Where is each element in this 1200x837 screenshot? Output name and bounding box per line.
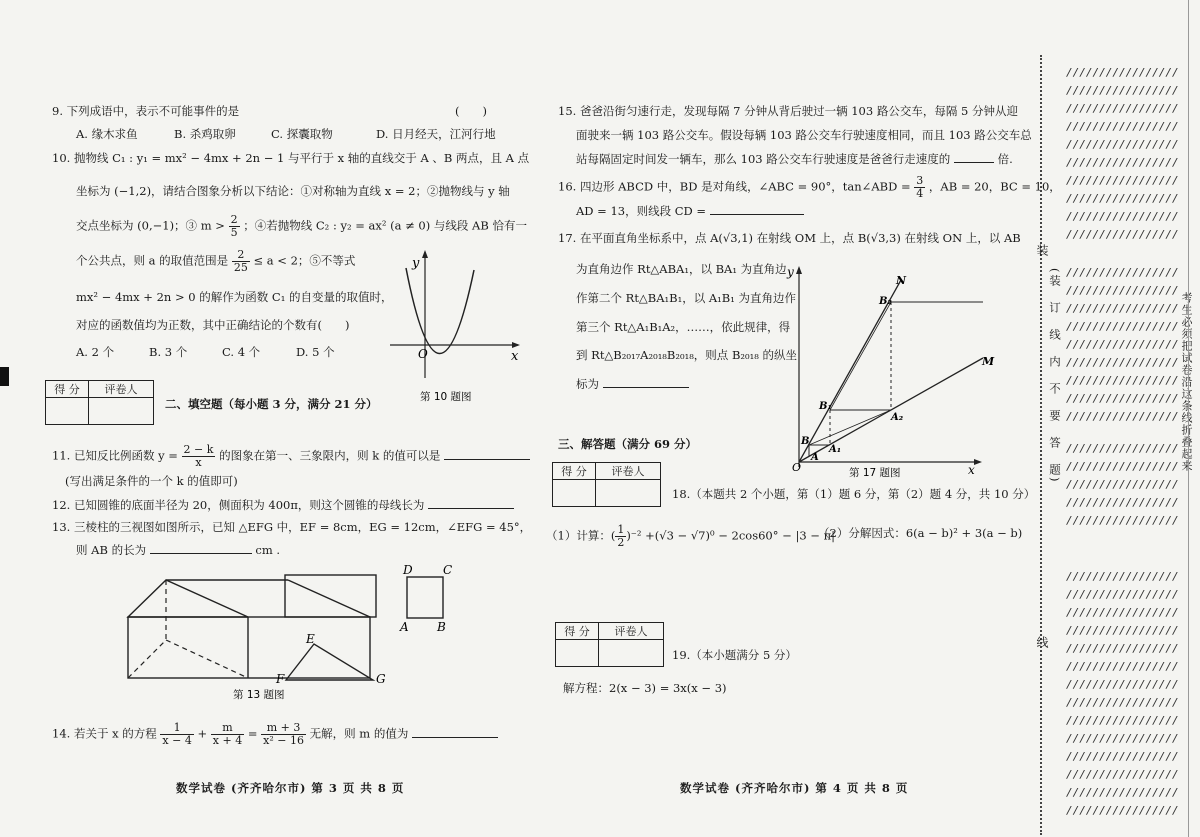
q10-line1: 10. 抛物线 C₁ : y₁ = mx² − 4mx + 2n − 1 与平行于 x 轴的直线交于 A 、B 两点，且 A 点: [52, 151, 530, 165]
q17-line4: 第三个 Rt△A₁B₁A₂，……，依此规律，得: [576, 320, 791, 334]
binding-warning-paren: (装 订 线 内 不 要 答 题): [1048, 268, 1062, 484]
q14-frac1-num: 1: [160, 722, 193, 735]
q13-triangle-efg: [286, 644, 373, 680]
q13-prism: [128, 580, 370, 678]
stripe-block-mid2: [1066, 440, 1178, 530]
q17-label-a1: A₁: [829, 444, 842, 455]
q10-origin-label: O: [418, 347, 428, 361]
q9-stem: 9. 下列成语中，表示不可能事件的是: [52, 104, 240, 118]
q13-label-g: G: [376, 672, 386, 686]
q17-label-m: M: [982, 355, 995, 368]
stripe-line: /////////////////: [1066, 460, 1179, 473]
stripe-block-top: [1066, 64, 1178, 246]
stripe-line: /////////////////: [1066, 284, 1179, 297]
q13-label-c: C: [443, 563, 453, 577]
q12-answer-blank[interactable]: [428, 508, 514, 509]
q10-option-b: B. 3 个: [149, 345, 188, 359]
page-edge-line: [1188, 0, 1189, 837]
score-cell[interactable]: [46, 398, 89, 425]
stripe-line: /////////////////: [1066, 732, 1179, 745]
q14-eq: =: [247, 726, 258, 741]
q14-frac2-num: m: [211, 722, 244, 735]
q10-line5: mx² − 4mx + 2n > 0 的解作为函数 C₁ 的自变量的取值时，: [76, 290, 393, 304]
q17-line6: [576, 377, 689, 392]
q13-line2: [76, 543, 280, 558]
q14-frac3-num: m + 3: [261, 722, 306, 735]
q14-frac2-den: x + 4: [212, 734, 243, 747]
stripe-line: /////////////////: [1066, 84, 1179, 97]
q12-text: 12. 已知圆锥的底面半径为 20，侧面积为 400π，则这个圆锥的母线长为: [52, 498, 425, 512]
q13-front-view: [285, 575, 376, 617]
q10-parabola-curve: [406, 268, 474, 354]
stripe-line: /////////////////: [1066, 138, 1179, 151]
q10-y-label: y: [412, 256, 420, 271]
q16-line2-a: AD = 13，则线段 CD =: [576, 204, 707, 218]
q11-a: 11. 已知反比例函数 y =: [52, 448, 178, 463]
q17-x-arrow: [974, 459, 982, 465]
q10-fraction-2-5: [229, 214, 240, 239]
q15-line2: 面驶来一辆 103 路公交车。假设每辆 103 路公交车行驶速度相同，而且 103 路公交车总: [576, 128, 1032, 142]
binding-label-xian: 线: [1035, 636, 1049, 650]
stripe-line: /////////////////: [1066, 750, 1179, 763]
right-score-box-19: [555, 622, 664, 667]
q18-p1-a: （1）计算：(: [546, 528, 616, 543]
q13-line1: 13. 三棱柱的三视图如图所示，已知 △EFG 中，EF = 8cm，EG = 12cm，∠EFG = 45°，: [52, 520, 532, 534]
q13-caption: 第 13 题图: [233, 689, 285, 701]
stripe-line: /////////////////: [1066, 320, 1179, 333]
stripe-block-mid: [1066, 264, 1178, 424]
q10-caption: 第 10 题图: [420, 391, 472, 403]
q17-label-b: B: [801, 436, 810, 447]
q17-coordinate-figure: [783, 262, 995, 480]
q11-answer-blank[interactable]: [444, 459, 530, 460]
q16-a: 16. 四边形 ABCD 中，BD 是对角线，∠ABC = 90°，tan∠ABD =: [558, 179, 911, 194]
q11-note: (写出满足条件的一个 k 的值即可): [65, 474, 238, 488]
binding-notice-text: 考生必须把试卷沿这条线折叠起来: [1180, 292, 1193, 472]
q14-b: 无解，则 m 的值为: [309, 726, 409, 741]
q10-line3: [76, 214, 527, 239]
q18-stem: 18.（本题共 2 个小题，第（1）题 6 分，第（2）题 4 分，共 10 分）: [672, 487, 1036, 501]
stripe-line: /////////////////: [1066, 120, 1179, 133]
q10-parabola-figure: [380, 248, 530, 403]
q17-x-label: x: [968, 463, 975, 477]
binding-label-zhuang: 装: [1035, 244, 1049, 258]
stripe-line: /////////////////: [1066, 356, 1179, 369]
stripe-line: /////////////////: [1066, 228, 1179, 241]
q13-side-view: [407, 577, 443, 618]
section-2-heading: 二、填空题（每小题 3 分，满分 21 分）: [165, 397, 378, 411]
q13-line2-a: 则 AB 的长为: [76, 543, 147, 557]
stripe-line: /////////////////: [1066, 478, 1179, 491]
q10-line2: 坐标为 (−1,2)，请结合图象分析以下结论：①对称轴为直线 x = 2；②抛物线与 y 轴: [76, 184, 510, 198]
q17-line2: 为直角边作 Rt△ABA₁，以 BA₁ 为直角边: [576, 262, 787, 276]
score-cell[interactable]: [556, 640, 599, 667]
q10-frac-num: 2: [230, 213, 238, 226]
stripe-line: /////////////////: [1066, 642, 1179, 655]
stripe-line: /////////////////: [1066, 606, 1179, 619]
q16-frac-num: 3: [916, 174, 924, 187]
q19-stem: 19.（本小题满分 5 分）: [672, 648, 797, 662]
q10-line3-b: ；④若抛物线 C₂ : y₂ = ax² (a ≠ 0) 与线段 AB 恰有一: [243, 218, 527, 233]
q17-label-n: N: [896, 274, 907, 287]
q10-y-arrow: [422, 250, 428, 258]
q17-diag-2: [830, 302, 891, 410]
q16-answer-blank[interactable]: [710, 214, 804, 215]
q10-frac2-den: 25: [233, 261, 248, 274]
q11-b: 的图象在第一、三象限内，则 k 的值可以是: [219, 448, 441, 463]
q13-line2-b: cm .: [255, 543, 281, 557]
q10-line6: 对应的函数值均为正数，其中正确结论的个数有( ): [76, 318, 350, 332]
q19-equation: 解方程：2(x − 3) = 3x(x − 3): [563, 681, 727, 695]
stripe-line: /////////////////: [1066, 624, 1179, 637]
q17-line5: 到 Rt△B₂₀₁₇A₂₀₁₈B₂₀₁₈，则点 B₂₀₁₈ 的纵坐: [576, 348, 798, 362]
stripe-line: /////////////////: [1066, 66, 1179, 79]
right-footer: 数学试卷 (齐齐哈尔市) 第 4 页 共 8 页: [680, 781, 909, 795]
q11-fraction: [182, 444, 216, 469]
q9-option-a: A. 缘木求鱼: [76, 127, 138, 141]
q17-ray-on: [799, 280, 901, 462]
stripe-line: /////////////////: [1066, 302, 1179, 315]
q13-label-f: F: [276, 672, 285, 686]
scan-registration-mark: [0, 367, 9, 386]
q18-fraction: [615, 524, 626, 549]
score-label: 得 分: [46, 381, 89, 398]
stripe-line: /////////////////: [1066, 588, 1179, 601]
stripe-line: /////////////////: [1066, 338, 1179, 351]
stripe-line: /////////////////: [1066, 768, 1179, 781]
q9-answer-paren: ( ): [455, 104, 487, 118]
q15-answer-blank[interactable]: [954, 162, 994, 163]
q12-line: [52, 498, 514, 513]
stripe-line: /////////////////: [1066, 804, 1179, 817]
q18-frac-num: 1: [617, 523, 625, 536]
q17-origin-label: O: [792, 461, 802, 474]
q10-line3-a: 交点坐标为 (0,−1)；③ m >: [76, 218, 225, 233]
q16-fraction: [914, 175, 925, 200]
q17-y-label: y: [787, 265, 794, 279]
q14-frac1-den: x − 4: [162, 734, 192, 747]
q15-line3-a: 站每隔固定时间发一辆车，那么 103 路公交车行驶速度是爸爸行走速度的: [576, 152, 951, 166]
stripe-line: /////////////////: [1066, 392, 1179, 405]
stripe-line: /////////////////: [1066, 514, 1179, 527]
stripe-block-bottom: [1066, 568, 1178, 833]
stripe-line: /////////////////: [1066, 696, 1179, 709]
q16-frac-den: 4: [916, 187, 924, 200]
q14-a: 14. 若关于 x 的方程: [52, 726, 157, 741]
q13-label-b: B: [437, 620, 446, 634]
q10-frac-den: 5: [230, 226, 238, 239]
grader-label: 评卷人: [89, 381, 154, 398]
stripe-line: /////////////////: [1066, 714, 1179, 727]
q18-part2: （2）分解因式：6(a − b)² + 3(a − b): [818, 526, 1023, 540]
q10-x-arrow: [512, 342, 520, 348]
stripe-line: /////////////////: [1066, 156, 1179, 169]
q17-caption: 第 17 题图: [849, 467, 901, 479]
q17-line3: 作第二个 Rt△BA₁B₁，以 A₁B₁ 为直角边作: [576, 291, 796, 305]
q10-fraction-2-25: [232, 249, 250, 274]
q10-option-a: A. 2 个: [76, 345, 115, 359]
q10-line4: [76, 249, 355, 274]
grader-cell[interactable]: [599, 640, 664, 667]
stripe-line: /////////////////: [1066, 786, 1179, 799]
stripe-line: /////////////////: [1066, 174, 1179, 187]
grader-cell[interactable]: [89, 398, 154, 425]
left-footer: 数学试卷 (齐齐哈尔市) 第 3 页 共 8 页: [176, 781, 405, 795]
q9-option-b: B. 杀鸡取卵: [174, 127, 236, 141]
q15-line3-b: 倍.: [997, 152, 1013, 166]
q13-label-a: A: [400, 620, 409, 634]
q17-label-b2: B₂: [879, 296, 892, 307]
q10-line4-b: ≤ a < 2；⑤不等式: [253, 253, 356, 268]
q9-option-d: D. 日月经天，江河行地: [376, 127, 496, 141]
stripe-line: /////////////////: [1066, 374, 1179, 387]
q13-label-d: D: [403, 563, 413, 577]
stripe-line: /////////////////: [1066, 660, 1179, 673]
stripe-line: /////////////////: [1066, 102, 1179, 115]
q17-line1: 17. 在平面直角坐标系中，点 A(√3,1) 在射线 OM 上，点 B(√3,3) 在射线 ON 上，以 AB: [558, 231, 1021, 245]
q17-y-arrow: [796, 266, 802, 274]
q10-line4-a: 个公共点，则 a 的取值范围是: [76, 253, 229, 268]
stripe-line: /////////////////: [1066, 266, 1179, 279]
stripe-line: /////////////////: [1066, 410, 1179, 423]
grader-cell[interactable]: [596, 480, 661, 507]
q13-three-views-figure: [118, 560, 518, 705]
q16-line1: [558, 175, 1061, 200]
q9-option-c: C. 探囊取物: [271, 127, 333, 141]
q13-answer-blank[interactable]: [150, 553, 252, 554]
score-label: 得 分: [553, 463, 596, 480]
stripe-line: /////////////////: [1066, 210, 1179, 223]
q17-label-b1: B₁: [819, 401, 832, 412]
q17-label-a2: A₂: [891, 412, 904, 423]
q14-frac1: [160, 722, 193, 747]
stripe-line: /////////////////: [1066, 442, 1179, 455]
score-label: 得 分: [556, 623, 599, 640]
section-3-heading: 三、解答题（满分 69 分）: [558, 437, 698, 451]
q18-p1-b: )⁻² +(√3 − √7)⁰ − 2cos60° − |3 − π|: [626, 528, 836, 543]
q17-line6-text: 标为: [576, 377, 599, 391]
q14-answer-blank[interactable]: [412, 737, 498, 738]
right-score-box-18: [552, 462, 661, 507]
q17-diag-1: [809, 410, 891, 445]
q13-label-e: E: [306, 632, 315, 646]
q15-line3: [576, 152, 1013, 167]
stripe-line: /////////////////: [1066, 570, 1179, 583]
q16-line2: [576, 204, 804, 219]
q18-frac-den: 2: [617, 536, 625, 549]
q10-option-d: D. 5 个: [296, 345, 335, 359]
binding-dotted-line: [1040, 55, 1042, 835]
q11-frac-den: x: [195, 456, 202, 469]
q10-x-label: x: [511, 349, 519, 364]
grader-label: 评卷人: [596, 463, 661, 480]
q10-frac2-num: 2: [232, 249, 250, 262]
q17-label-a: A: [811, 452, 819, 463]
stripe-line: /////////////////: [1066, 192, 1179, 205]
q14-frac2: [211, 722, 244, 747]
q14-frac3: [261, 722, 306, 747]
q14-line: [52, 722, 498, 747]
left-score-box: [45, 380, 154, 425]
stripe-line: /////////////////: [1066, 678, 1179, 691]
q18-part1: [546, 524, 835, 549]
q15-line1: 15. 爸爸沿街匀速行走，发现每隔 7 分钟从背后驶过一辆 103 路公交车，每隔 5 分钟从迎: [558, 104, 1018, 118]
q10-option-c: C. 4 个: [222, 345, 261, 359]
q11-frac-num: 2 − k: [183, 443, 214, 456]
q16-b: ，AB = 20，BC = 10，: [928, 179, 1061, 194]
q14-frac3-den: x² − 16: [263, 734, 304, 747]
grader-label: 评卷人: [599, 623, 664, 640]
q17-answer-blank[interactable]: [603, 387, 689, 388]
stripe-line: /////////////////: [1066, 496, 1179, 509]
q11-line1: [52, 444, 530, 469]
q14-plus: +: [197, 726, 208, 741]
score-cell[interactable]: [553, 480, 596, 507]
